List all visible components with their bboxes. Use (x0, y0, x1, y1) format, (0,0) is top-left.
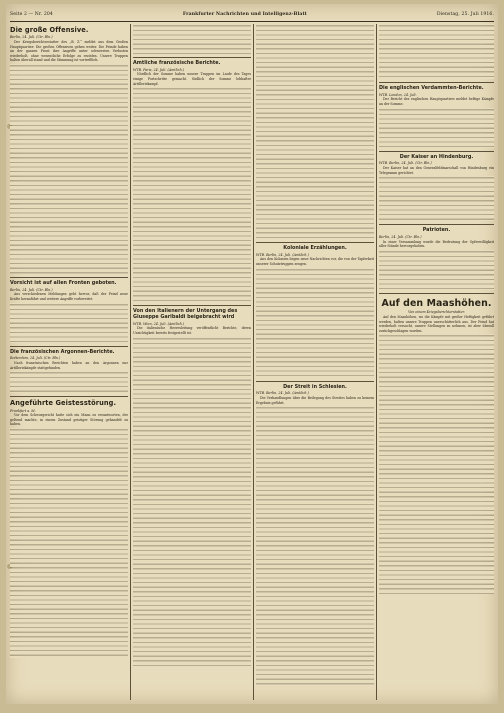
divider (379, 224, 494, 225)
article-text-block (256, 268, 374, 378)
article-body: Die Verhandlungen über die Beilegung des Streites haben zu keinem Ergebnis geführt. (256, 395, 374, 405)
dateline: WTB. Wien, 24. Juli. (Amtlich.) (133, 321, 185, 326)
divider (10, 346, 128, 347)
article-body: Die italienische Heeresleitung veröffentlicht Berichte, deren Unrichtigkeit bereits festgestellt ist. (133, 326, 251, 335)
divider (133, 57, 251, 58)
article-text-block (379, 334, 494, 594)
dateline: Frankfurt a. M. (10, 408, 36, 413)
article-text-block (10, 303, 128, 343)
divider (10, 277, 128, 278)
divider (379, 82, 494, 83)
article-body: Vor dem Schwurgericht hatte sich ein Mann zu verantworten, der geltend machte, in einem Zustand geistiger Störung gehandelt zu haben. (10, 413, 128, 427)
article-text-block (10, 64, 128, 274)
column-rule (253, 24, 254, 700)
column-3 (256, 24, 374, 700)
dateline: WTB. Berlin, 24. Juli. (Amtlich.) (256, 391, 309, 396)
article-body: Aus verschiedenen Meldungen geht hervor, daß der Feind neue Kräfte heranführt und weitere Angriffe vorbereitet. (10, 292, 128, 301)
article-text-block (133, 24, 251, 54)
headline-geistesstoerung: Angeführte Geistesstörung. (10, 399, 117, 408)
issue-date: Dienstag, 25. Juli 1916. (436, 11, 494, 17)
divider (379, 293, 494, 294)
divider (133, 305, 251, 306)
article-body: Der Bericht des englischen Hauptquartiers meldet heftige Kämpfe an der Somme. (379, 97, 494, 106)
divider (256, 381, 374, 382)
dateline: WTB. London, 24. Juli. (379, 92, 417, 97)
divider (379, 151, 494, 152)
headline-maas: Auf den Maashöhen. (381, 297, 492, 309)
article-body: Aus den Kolonien liegen neue Nachrichten vor, die von der Tapferkeit unserer Schutztruppen zeugen. (256, 257, 374, 266)
masthead-rule (10, 21, 494, 22)
dateline: Berlin, 24. Juli. (Ctr. Bln.) (10, 287, 53, 292)
article-text-block (256, 406, 374, 686)
headline-argonne: Die französischen Argonnen-Berichte. (10, 348, 115, 355)
headline-schlesien: Der Streit in Schlesien. (283, 383, 347, 390)
headline-berlin: Vorsicht ist auf allen Fronten geboten. (10, 279, 117, 286)
article-body: Der Kriegsberichterstatter des „B. Z.“ meldet aus dem Großen Hauptquartier: Die großen Offensiven gehen weiter. Die Feinde haben an der ganzen Front ihre Angriffe unter schwersten Verlusten wiederholt, ohne wesentliche Erfolge zu erzielen. Unsere Truppen halten überall stand und die Stimmung ist vortrefflich. (10, 40, 128, 63)
dateline: WTB. Paris, 24. Juli. (Amtlich.) (133, 67, 185, 72)
column-1 (10, 24, 128, 700)
article-text-block (256, 24, 374, 239)
headline-patrioten: Patrioten. (422, 227, 451, 234)
newspaper-title: Frankfurter Nachrichten und Intelligenz-Blatt (182, 11, 307, 17)
headline-hindenburg: Der Kaiser an Hindenburg. (399, 153, 474, 160)
article-text-block (133, 87, 251, 302)
headline-italiener: Von den Italienern der Untergang des Giuseppe Garibaldi beigebracht wird (133, 308, 238, 320)
column-4 (379, 24, 494, 700)
dateline: Rotterdam, 24. Juli. (Ctr. Bln.) (10, 356, 61, 361)
divider (10, 396, 128, 397)
dateline: WTB. Berlin, 24. Juli. (Amtlich.) (256, 252, 309, 257)
headline-englisch: Die englischen Verdammten-Berichte. (379, 85, 484, 91)
article-text-block (133, 337, 251, 667)
article-text-block (10, 371, 128, 393)
column-2 (133, 24, 251, 700)
article-body: Nach französischen Berichten haben an den Argonnen nur Artilleriekämpfe stattgefunden. (10, 360, 128, 370)
column-rule (130, 24, 131, 700)
dateline: Berlin, 24. Juli. (Ctr. Bln.) (379, 234, 422, 239)
article-text-block (379, 250, 494, 290)
headline-franzberichte: Amtliche französische Berichte. (133, 60, 221, 66)
article-text-block (379, 24, 494, 79)
headline-offensive: Die große Offensive. (10, 26, 89, 34)
article-body: Auf den Maashöhen, wo die Kämpfe mit großer Heftigkeit geführt werden, halten unsere Truppen unerschütterlich aus. Der Feind hat wiederholt versucht, unsere Stellungen zu nehmen, ist aber überall zurückgeschlagen worden. (379, 314, 494, 333)
divider (256, 242, 374, 243)
column-rule (376, 24, 377, 700)
article-body: In einer Versammlung wurde die Bedeutung der Opferwilligkeit aller Stände hervorgehoben. (379, 239, 494, 249)
dateline: Von einem Kriegsberichterstatter. (408, 310, 465, 315)
dateline: Berlin, 24. Juli. (Ctr. Bln.) (10, 35, 53, 40)
page-number: Seite 2 — Nr. 204 (10, 11, 53, 17)
article-body: Nördlich der Somme haben unsere Truppen im Laufe des Tages einige Fortschritte gemacht. Südlich der Somme lebhafter Artilleriekampf. (133, 72, 251, 86)
masthead (10, 8, 494, 20)
article-body: Der Kaiser hat an den Generalfeldmarschall von Hindenburg ein Telegramm gerichtet. (379, 165, 494, 175)
article-text-block (10, 428, 128, 658)
dateline: WTB. Berlin, 24. Juli. (Ctr. Bln.) (379, 161, 432, 166)
newspaper-page (6, 4, 498, 704)
article-text-block (379, 176, 494, 221)
article-text-block (379, 108, 494, 148)
headline-koloniale: Koloniale Erzählungen. (283, 245, 347, 251)
